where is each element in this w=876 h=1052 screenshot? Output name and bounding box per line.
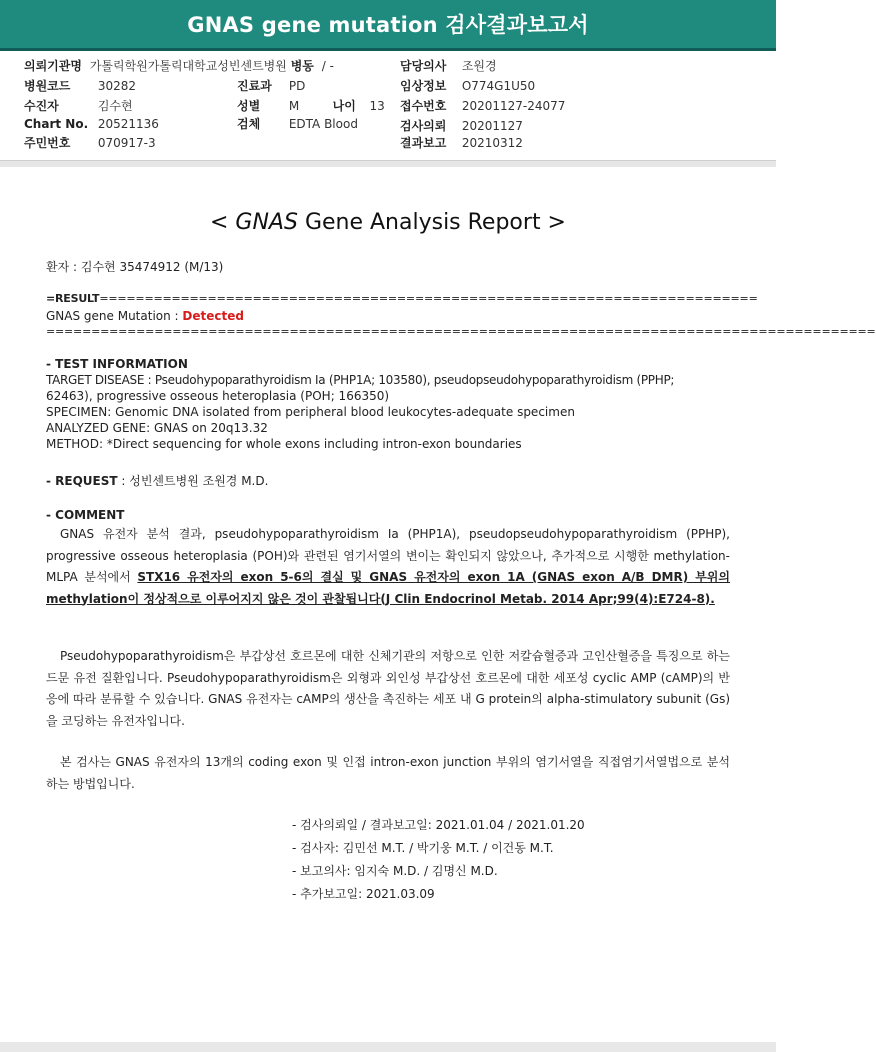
- hospital-code-label: 병원코드: [24, 79, 71, 93]
- request-date-row: [400, 117, 523, 134]
- age-label: 나이: [332, 99, 356, 113]
- test-info-heading: - TEST INFORMATION: [46, 357, 188, 371]
- doctor-value: 조원경: [461, 59, 497, 73]
- patient-label: 수진자: [24, 99, 59, 113]
- analyzed-gene-line: ANALYZED GENE: GNAS on 20q13.32: [46, 421, 268, 435]
- title-gene: GNAS: [235, 210, 298, 235]
- patient-row: [24, 97, 133, 114]
- dept-row: [237, 77, 305, 94]
- signature-physicians: - 보고의사: 임지숙 M.D. / 김명신 M.D.: [292, 864, 498, 878]
- header-banner: [0, 0, 776, 51]
- ward-value: / -: [321, 59, 334, 73]
- receipt-row: [400, 97, 565, 114]
- receipt-label: 접수번호: [400, 99, 447, 113]
- mutation-label: GNAS gene Mutation :: [46, 309, 183, 323]
- report-title: [0, 210, 776, 235]
- dept-label: 진료과: [237, 79, 272, 93]
- patient-line: 환자 : 김수현 35474912 (M/13): [46, 260, 224, 274]
- specimen-row: [237, 115, 358, 132]
- chart-label: Chart No.: [24, 117, 89, 131]
- resident-value: 070917-3: [97, 136, 156, 150]
- signature-dates: - 검사의뢰일 / 결과보고일: 2021.01.04 / 2021.01.20: [292, 818, 585, 832]
- report-date-value: 20210312: [461, 136, 523, 150]
- institution-row: [24, 57, 334, 74]
- comment-p1-text: GNAS 유전자 분석 결과, pseudohypoparathyroidism Ia (PHP1A), pseudopseudohypoparathyroidism (PPHP), progressive osseous heteroplasia (POH)와 관련된 염기서열의 변이는 확인되지 않았으나, 추가적으로 시행한 methylation-MLPA 분석에서: [46, 527, 730, 584]
- ward-label: 병동: [290, 59, 314, 73]
- patient-value: 김수현: [97, 99, 133, 113]
- clinical-info-row: [400, 77, 535, 94]
- result-line: [46, 292, 758, 305]
- specimen-line: SPECIMEN: Genomic DNA isolated from peripheral blood leukocytes-adequate specimen: [46, 405, 575, 419]
- hospital-code-value: 30282: [97, 79, 137, 93]
- institution-value: 가톨릭학원가톨릭대학교성빈센트병원: [89, 59, 287, 73]
- dept-value: PD: [288, 79, 306, 93]
- request-line: [46, 472, 268, 489]
- title-prefix: <: [209, 210, 236, 235]
- specimen-label: 검체: [237, 117, 261, 131]
- result-rule: =========================================================================: [99, 292, 758, 305]
- resident-row: [24, 134, 156, 151]
- request-heading: - REQUEST: [46, 474, 118, 488]
- doctor-row: [400, 57, 497, 74]
- footer-bar: [0, 1042, 776, 1052]
- request-date-label: 검사의뢰: [400, 119, 447, 133]
- signature-examiners: - 검사자: 김민선 M.T. / 박기웅 M.T. / 이건동 M.T.: [292, 841, 554, 855]
- hospital-code-row: [24, 77, 136, 94]
- sex-value: M: [288, 99, 300, 113]
- method-line: METHOD: *Direct sequencing for whole exons including intron-exon boundaries: [46, 437, 522, 451]
- mutation-status: Detected: [182, 309, 244, 323]
- report-date-label: 결과보고: [400, 136, 447, 150]
- comment-paragraph-3: 본 검사는 GNAS 유전자의 13개의 coding exon 및 인접 intron-exon junction 부위의 염기서열을 직접염기서열법으로 분석하는 방법입니다.: [46, 755, 730, 791]
- section-divider: [0, 160, 776, 167]
- resident-label: 주민번호: [24, 136, 71, 150]
- comment-p1-finding: STX16 유전자의 exon 5-6의 결실 및 GNAS 유전자의 exon 1A (GNAS exon A/B DMR) 부위의 methylation이 정상적으로 이루어지지 않은 것이 관찰됩니다(J Clin Endocrinol Metab. 2014 Apr;99(4):E724-8).: [46, 570, 730, 606]
- report-header-title: GNAS gene mutation 검사결과보고서: [187, 13, 589, 37]
- age-value: 13: [369, 99, 385, 113]
- comment-heading: - COMMENT: [46, 508, 125, 522]
- comment-paragraph-2: Pseudohypoparathyroidism은 부갑상선 호르몬에 대한 신체기관의 저항으로 인한 저칼슘혈증과 고인산혈증을 특징으로 하는 드문 유전 질환입니다. Pseudohypoparathyroidism은 외형과 외인성 부갑상선 호르몬에 대한 세포성 cyclic AMP (cAMP)의 반응에 따라 분류할 수 있습니다. GNAS 유전자는 cAMP의 생산을 촉진하는 세포 내 G protein의 alpha-stimulatory subunit (Gs)을 코딩하는 유전자입니다.: [46, 649, 730, 728]
- sex-label: 성별: [237, 99, 261, 113]
- mutation-line: [46, 309, 244, 323]
- clinical-info-label: 임상정보: [400, 79, 447, 93]
- request-value: : 성빈센트병원 조원경 M.D.: [117, 474, 269, 488]
- request-date-value: 20201127: [461, 119, 523, 133]
- institution-label: 의뢰기관명: [24, 59, 82, 73]
- specimen-value: EDTA Blood: [288, 117, 358, 131]
- target-disease-line1: TARGET DISEASE : Pseudohypoparathyroidism Ia (PHP1A; 103580), pseudopseudohypoparathyroidism (PPHP;: [46, 373, 675, 387]
- result-label: =RESULT: [46, 292, 100, 305]
- chart-row: [24, 117, 159, 131]
- comment-paragraph-1: [46, 524, 730, 610]
- sex-row: [237, 97, 385, 114]
- report-date-row: [400, 134, 523, 151]
- target-disease-line2: 62463), progressive osseous heteroplasia (POH; 166350): [46, 389, 390, 403]
- doctor-label: 담당의사: [400, 59, 447, 73]
- title-rest: Gene Analysis Report >: [297, 210, 566, 235]
- receipt-value: 20201127-24077: [461, 99, 566, 113]
- clinical-info-value: O774G1U50: [461, 79, 536, 93]
- signature-additional-date: - 추가보고일: 2021.03.09: [292, 887, 435, 901]
- result-end-rule: ============================================================================================: [46, 325, 876, 338]
- chart-value: 20521136: [97, 117, 159, 131]
